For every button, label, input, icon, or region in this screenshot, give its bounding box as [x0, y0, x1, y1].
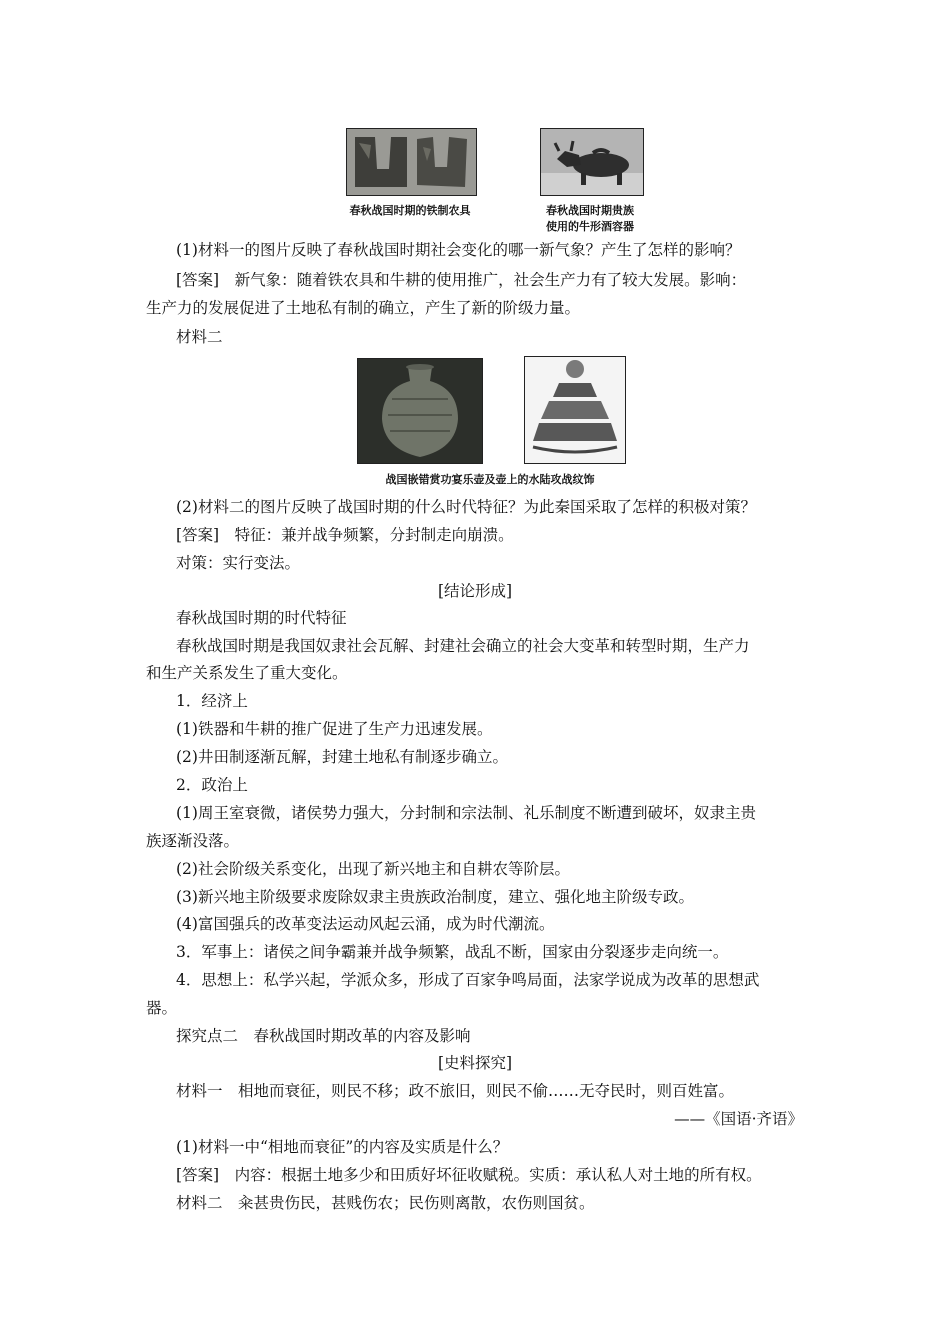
figure-caption: 战国嵌错赏功宴乐壶及壶上的水陆攻战纹饰 — [385, 473, 595, 486]
list-item: (1)周王室衰微，诸侯势力强大，分封制和宗法制、礼乐制度不断遭到破坏，奴隶主贵 — [176, 804, 756, 822]
list-item: (1)铁器和牛耕的推广促进了生产力迅速发展。 — [176, 720, 493, 738]
material-text: 材料二 籴甚贵伤民，甚贱伤农；民伤则离散，农伤则国贫。 — [176, 1194, 595, 1212]
figure-caption: 春秋战国时期的铁制农具 — [349, 204, 471, 217]
material-label: 材料二 — [176, 328, 223, 346]
ox-vessel-picture — [541, 129, 643, 195]
iron-tools-picture — [347, 129, 476, 195]
paragraph-text: 和生产关系发生了重大变化。 — [146, 664, 348, 682]
question-text: (2)材料二的图片反映了战国时期的什么时代特征？为此秦国采取了怎样的积极对策？ — [176, 498, 756, 516]
list-item: (2)社会阶级关系变化，出现了新兴地主和自耕农等阶层。 — [176, 860, 570, 878]
battle-pattern-image — [524, 356, 626, 464]
topic-title: 春秋战国时期的时代特征 — [176, 609, 347, 627]
answer-text: 对策：实行变法。 — [176, 554, 301, 572]
list-heading: 器。 — [146, 999, 178, 1017]
list-item: 族逐渐没落。 — [146, 832, 240, 850]
section-heading: [结论形成] — [437, 582, 513, 600]
question-text: (1)材料一中“相地而衰征”的内容及实质是什么？ — [176, 1138, 509, 1156]
answer-text: [答案] 内容：根据土地多少和田质好坏征收赋税。实质：承认私人对土地的所有权。 — [176, 1166, 762, 1184]
section-heading: [史料探究] — [437, 1054, 513, 1072]
list-item: (4)富国强兵的改革变法运动风起云涌，成为时代潮流。 — [176, 915, 555, 933]
topic-title: 探究点二 春秋战国时期改革的内容及影响 — [176, 1027, 471, 1045]
source-citation: ——《国语·齐语》 — [674, 1110, 803, 1128]
ox-vessel-image — [540, 128, 644, 196]
question-text: (1)材料一的图片反映了春秋战国时期社会变化的哪一新气象？产生了怎样的影响？ — [176, 241, 741, 259]
list-heading: 1．经济上 — [176, 692, 248, 710]
answer-text: [答案] 特征：兼并战争频繁，分封制走向崩溃。 — [176, 526, 514, 544]
paragraph-text: 春秋战国时期是我国奴隶社会瓦解、封建社会确立的社会大变革和转型时期，生产力 — [176, 637, 750, 655]
iron-tools-image — [346, 128, 477, 196]
list-heading: 2．政治上 — [176, 776, 248, 794]
list-item: (3)新兴地主阶级要求废除奴隶主贵族政治制度，建立、强化地主阶级专政。 — [176, 888, 694, 906]
material-text: 材料一 相地而衰征，则民不移；政不旅旧，则民不偷……无夺民时，则百姓富。 — [176, 1082, 735, 1100]
bronze-pot-picture — [358, 359, 482, 463]
answer-text: 生产力的发展促进了土地私有制的确立，产生了新的阶级力量。 — [146, 299, 581, 317]
battle-pattern-picture — [525, 357, 625, 463]
list-heading: 4．思想上：私学兴起，学派众多，形成了百家争鸣局面，法家学说成为改革的思想武 — [176, 971, 760, 989]
bronze-pot-image — [357, 358, 483, 464]
answer-text: [答案] 新气象：随着铁农具和牛耕的使用推广，社会生产力有了较大发展。影响： — [176, 271, 747, 289]
list-item: (2)井田制逐渐瓦解，封建土地私有制逐步确立。 — [176, 748, 508, 766]
figure-caption: 春秋战国时期贵族 — [546, 204, 634, 217]
figure-caption: 使用的牛形酒容器 — [546, 220, 634, 233]
list-heading: 3．军事上：诸侯之间争霸兼并战争频繁，战乱不断，国家由分裂逐步走向统一。 — [176, 943, 729, 961]
